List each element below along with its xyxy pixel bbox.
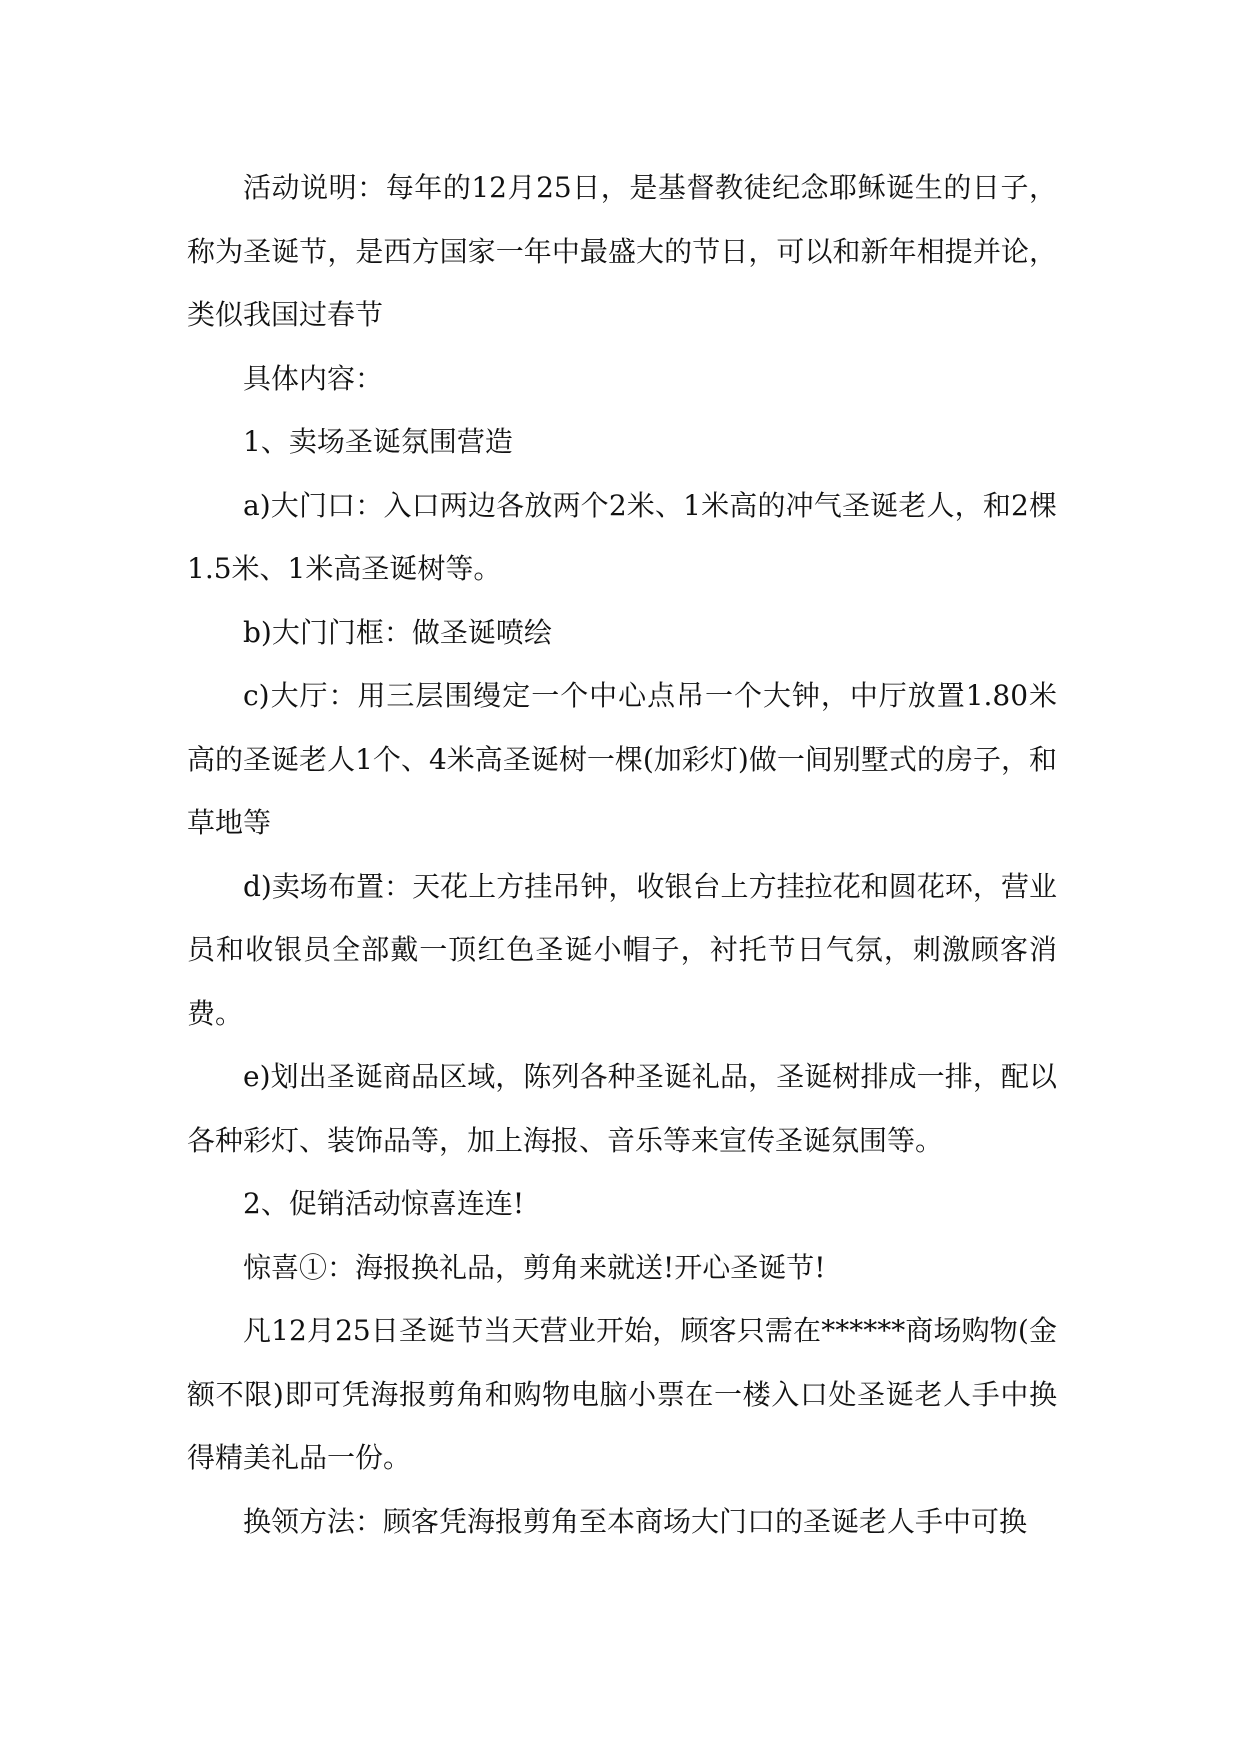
- document-body: [187, 156, 1057, 1553]
- paragraph-item-d: d)卖场布置：天花上方挂吊钟，收银台上方挂拉花和圆花环，营业员和收银员全部戴一顶红色圣诞小帽子，衬托节日气氛，刺激顾客消费。: [187, 869, 1057, 1030]
- paragraph-redeem-method: 换领方法：顾客凭海报剪角至本商场大门口的圣诞老人手中可换: [243, 1504, 1028, 1538]
- paragraph-section-2-title: 2、促销活动惊喜连连!: [243, 1187, 525, 1220]
- paragraph-surprise-1: 惊喜①：海报换礼品，剪角来就送!开心圣诞节!: [243, 1250, 826, 1284]
- paragraph-content-heading: 具体内容：: [243, 361, 384, 395]
- paragraph-item-c: c)大厅：用三层围缦定一个中心点吊一个大钟，中厅放置1.80米高的圣诞老人1个、4米高圣诞树一棵(加彩灯)做一间别墅式的房子，和草地等: [187, 679, 1057, 839]
- paragraph-surprise-1-details: 凡12月25日圣诞节当天营业开始，顾客只需在******商场购物(金额不限)即可凭海报剪角和购物电脑小票在一楼入口处圣诞老人手中换得精美礼品一份。: [187, 1314, 1057, 1474]
- paragraph-section-1-title: 1、卖场圣诞氛围营造: [243, 425, 513, 458]
- paragraph-item-b: b)大门门框：做圣诞喷绘: [243, 615, 552, 649]
- paragraph-item-e: e)划出圣诞商品区域，陈列各种圣诞礼品，圣诞树排成一排，配以各种彩灯、装饰品等，加上海报、音乐等来宣传圣诞氛围等。: [187, 1060, 1057, 1157]
- paragraph-activity-description: 活动说明：每年的12月25日，是基督教徒纪念耶稣诞生的日子，称为圣诞节，是西方国家一年中最盛大的节日，可以和新年相提并论，类似我国过春节: [187, 171, 1057, 331]
- paragraph-item-a: a)大门口：入口两边各放两个2米、1米高的冲气圣诞老人，和2棵1.5米、1米高圣诞树等。: [187, 488, 1057, 585]
